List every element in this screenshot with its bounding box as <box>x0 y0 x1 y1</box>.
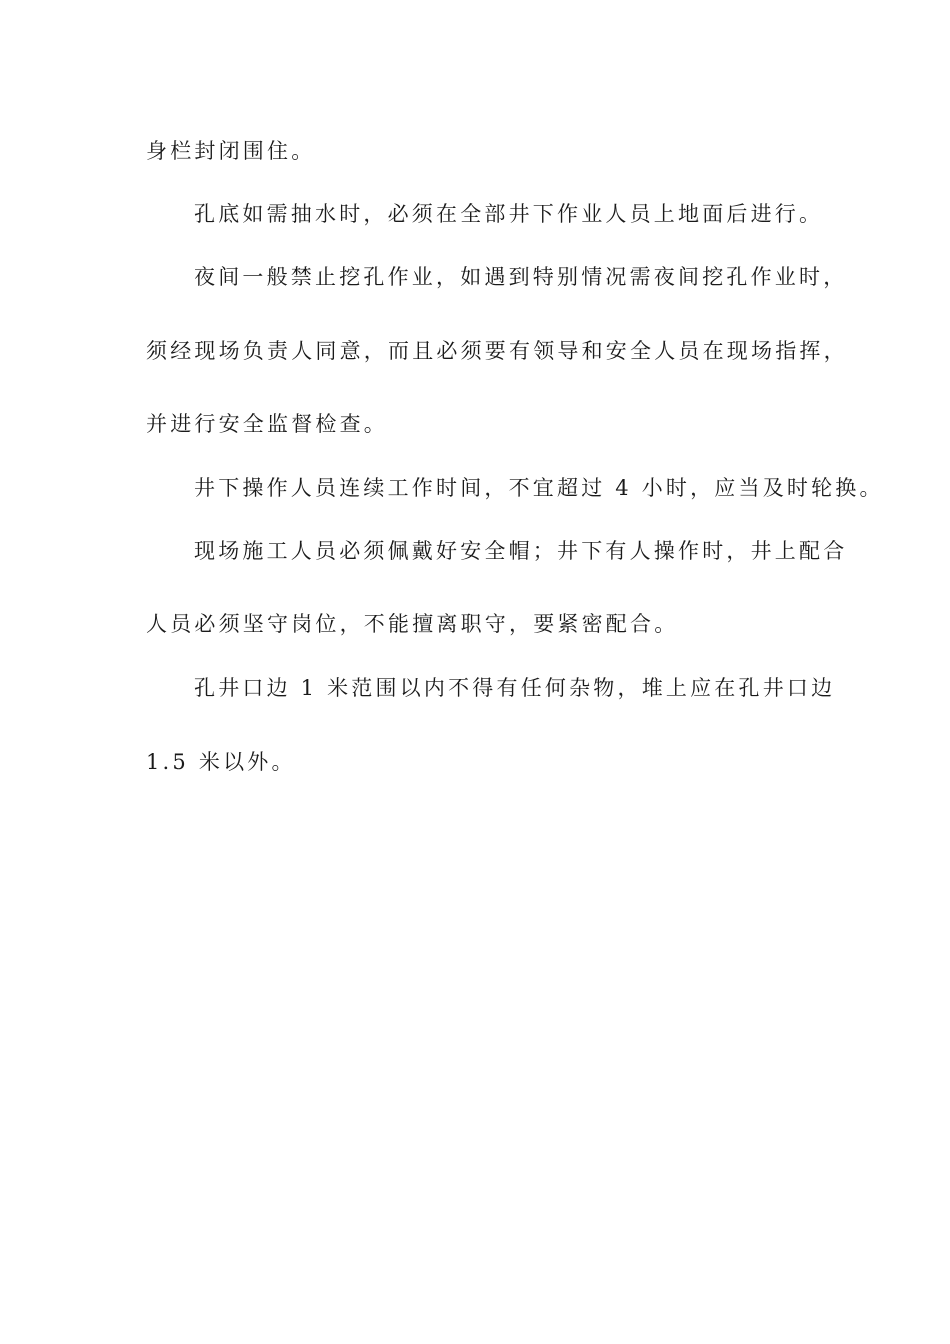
text-line: 1.5 米以外。 <box>146 750 296 774</box>
text-line: 并进行安全监督检查。 <box>146 412 388 436</box>
text-line: 须经现场负责人同意，而且必须要有领导和安全人员在现场指挥， <box>146 339 848 363</box>
text-line: 身栏封闭围住。 <box>146 139 316 163</box>
paragraph-line: 夜间一般禁止挖孔作业，如遇到特别情况需夜间挖孔作业时， <box>194 265 848 289</box>
paragraph-line: 孔井口边 1 米范围以内不得有任何杂物，堆上应在孔井口边 <box>194 676 836 700</box>
text-line: 人员必须坚守岗位，不能擅离职守，要紧密配合。 <box>146 612 679 636</box>
paragraph-line: 现场施工人员必须佩戴好安全帽；井下有人操作时，井上配合 <box>194 539 848 563</box>
paragraph-line: 孔底如需抽水时，必须在全部井下作业人员上地面后进行。 <box>194 202 824 226</box>
paragraph-line: 井下操作人员连续工作时间，不宜超过 4 小时，应当及时轮换。 <box>194 476 884 500</box>
